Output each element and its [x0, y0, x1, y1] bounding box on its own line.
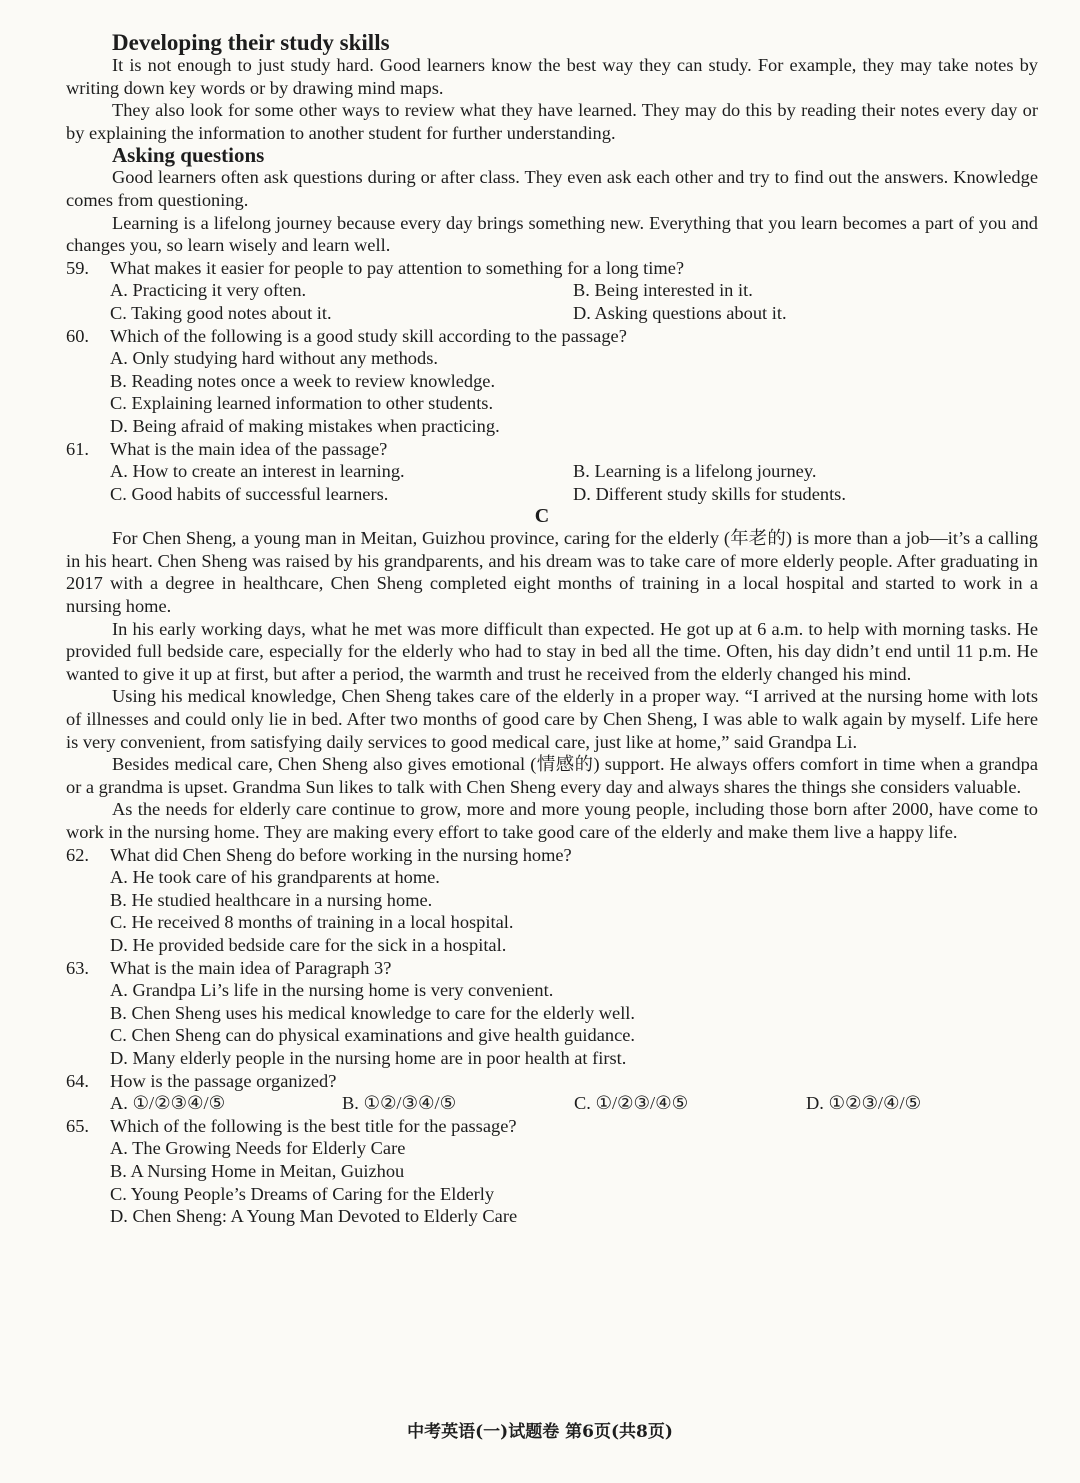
option-a: A. ①/②③④/⑤: [110, 1093, 226, 1114]
option-d: D. ①②③/④/⑤: [806, 1093, 922, 1114]
option-a: A. Grandpa Li’s life in the nursing home is very convenient.: [110, 980, 554, 1001]
question-65: [66, 1115, 1038, 1228]
option-d: D. Being afraid of making mistakes when practicing.: [110, 415, 500, 436]
option-c: C. ①/②③/④⑤: [574, 1093, 689, 1114]
section-heading-study-skills: Developing their study skills: [112, 30, 390, 55]
option-b: B. A Nursing Home in Meitan, Guizhou: [110, 1160, 405, 1181]
question-number: 65.: [66, 1115, 89, 1136]
option-c: C. Good habits of successful learners.: [110, 483, 389, 504]
question-stem: What did Chen Sheng do before working in the nursing home?: [110, 844, 572, 865]
option-b: B. Chen Sheng uses his medical knowledge to care for the elderly well.: [110, 1002, 636, 1023]
option-b: B. ①②/③④/⑤: [342, 1093, 457, 1114]
option-c: C. Taking good notes about it.: [110, 302, 332, 323]
paragraph: As the needs for elderly care continue to grow, more and more young people, including those born after 2000, have come to work in the nursing home. They are making every effort to take good care of the elderly and make them live a happy life.: [66, 799, 1038, 842]
option-a: A. How to create an interest in learning.: [110, 461, 405, 482]
passage-letter-c: C: [534, 505, 550, 528]
option-d: D. Asking questions about it.: [573, 302, 787, 323]
page-footer: 中考英语(一)试题卷 第6页(共8页): [407, 1422, 673, 1442]
question-number: 60.: [66, 325, 89, 346]
question-number: 61.: [66, 438, 89, 459]
paragraph: Learning is a lifelong journey because every day brings something new. Everything that you learn becomes a part of you and changes you, so learn wisely and learn well.: [66, 212, 1038, 256]
paragraph: In his early working days, what he met was more difficult than expected. He got up at 6 a.m. to help with morning tasks. He provided full bedside care, especially for the elderly who had to stay in bed all the time. Often, his day didn’t end until 11 p.m. He wanted to give it up at first, but after a period, the warmth and trust he received from the elderly changed his mind.: [66, 618, 1038, 684]
option-d: D. Chen Sheng: A Young Man Devoted to Elderly Care: [110, 1206, 518, 1227]
option-d: D. He provided bedside care for the sick in a hospital.: [110, 934, 507, 955]
question-number: 62.: [66, 844, 89, 865]
paragraph: For Chen Sheng, a young man in Meitan, Guizhou province, caring for the elderly (年老的) is more than a job—it’s a calling in his heart. Chen Sheng was raised by his grandparents, and his dream was to take care of more elderly people. After graduating in 2017 with a degree in healthcare, Chen Sheng completed eight months of training in a local hospital and started to work in a nursing home.: [66, 528, 1038, 617]
option-a: A. The Growing Needs for Elderly Care: [110, 1138, 406, 1159]
paragraph: They also look for some other ways to review what they have learned. They may do this by reading their notes every day or by explaining the information to another student for further understanding.: [66, 100, 1038, 143]
paragraph: Besides medical care, Chen Sheng also gives emotional (情感的) support. He always offers comfort in time when a grandpa or a grandma is upset. Grandma Sun likes to talk with Chen Sheng every day and always shares the things she considers valuable.: [66, 754, 1038, 797]
question-60: [66, 325, 1038, 438]
question-stem: Which of the following is the best title for the passage?: [110, 1115, 517, 1136]
option-b: B. Reading notes once a week to review knowledge.: [110, 370, 496, 391]
question-number: 64.: [66, 1070, 89, 1091]
question-61: [66, 438, 1038, 506]
question-stem: Which of the following is a good study skill according to the passage?: [110, 325, 627, 346]
question-stem: How is the passage organized?: [110, 1070, 337, 1091]
option-c: C. Explaining learned information to other students.: [110, 393, 494, 414]
option-c: C. Young People’s Dreams of Caring for the Elderly: [110, 1183, 495, 1204]
question-63: [66, 957, 1038, 1070]
paragraph: Good learners often ask questions during or after class. They even ask each other and try to find out the answers. Knowledge comes from questioning.: [66, 167, 1038, 210]
option-c: C. He received 8 months of training in a local hospital.: [110, 912, 514, 933]
option-b: B. He studied healthcare in a nursing home.: [110, 889, 433, 910]
page-content: [66, 32, 1038, 1228]
question-stem: What is the main idea of the passage?: [110, 438, 388, 459]
option-b: B. Being interested in it.: [573, 280, 753, 301]
option-c: C. Chen Sheng can do physical examinations and give health guidance.: [110, 1025, 636, 1046]
option-b: B. Learning is a lifelong journey.: [573, 461, 817, 482]
question-stem: What is the main idea of Paragraph 3?: [110, 957, 392, 978]
question-stem: What makes it easier for people to pay attention to something for a long time?: [110, 257, 685, 278]
question-number: 59.: [66, 257, 89, 278]
paragraph: It is not enough to just study hard. Good learners know the best way they can study. For example, they may take notes by writing down key words or by drawing mind maps.: [66, 55, 1038, 98]
paragraph: Using his medical knowledge, Chen Sheng takes care of the elderly in a proper way. “I arrived at the nursing home with lots of illnesses and could only lie in bed. After two months of good care by Chen Sheng, I was able to walk again by myself. Life here is very convenient, from satisfying daily services to good medical care, just like at home,” said Grandpa Li.: [66, 686, 1038, 752]
option-d: D. Many elderly people in the nursing home are in poor health at first.: [110, 1047, 627, 1068]
section-heading-asking-questions: Asking questions: [112, 143, 265, 168]
option-a: A. Only studying hard without any methods.: [110, 348, 438, 369]
question-59: [66, 257, 1038, 325]
question-64: [66, 1070, 1038, 1115]
question-number: 63.: [66, 957, 89, 978]
option-a: A. Practicing it very often.: [110, 280, 307, 301]
option-d: D. Different study skills for students.: [573, 483, 846, 504]
option-a: A. He took care of his grandparents at home.: [110, 867, 440, 888]
question-62: [66, 844, 1038, 957]
